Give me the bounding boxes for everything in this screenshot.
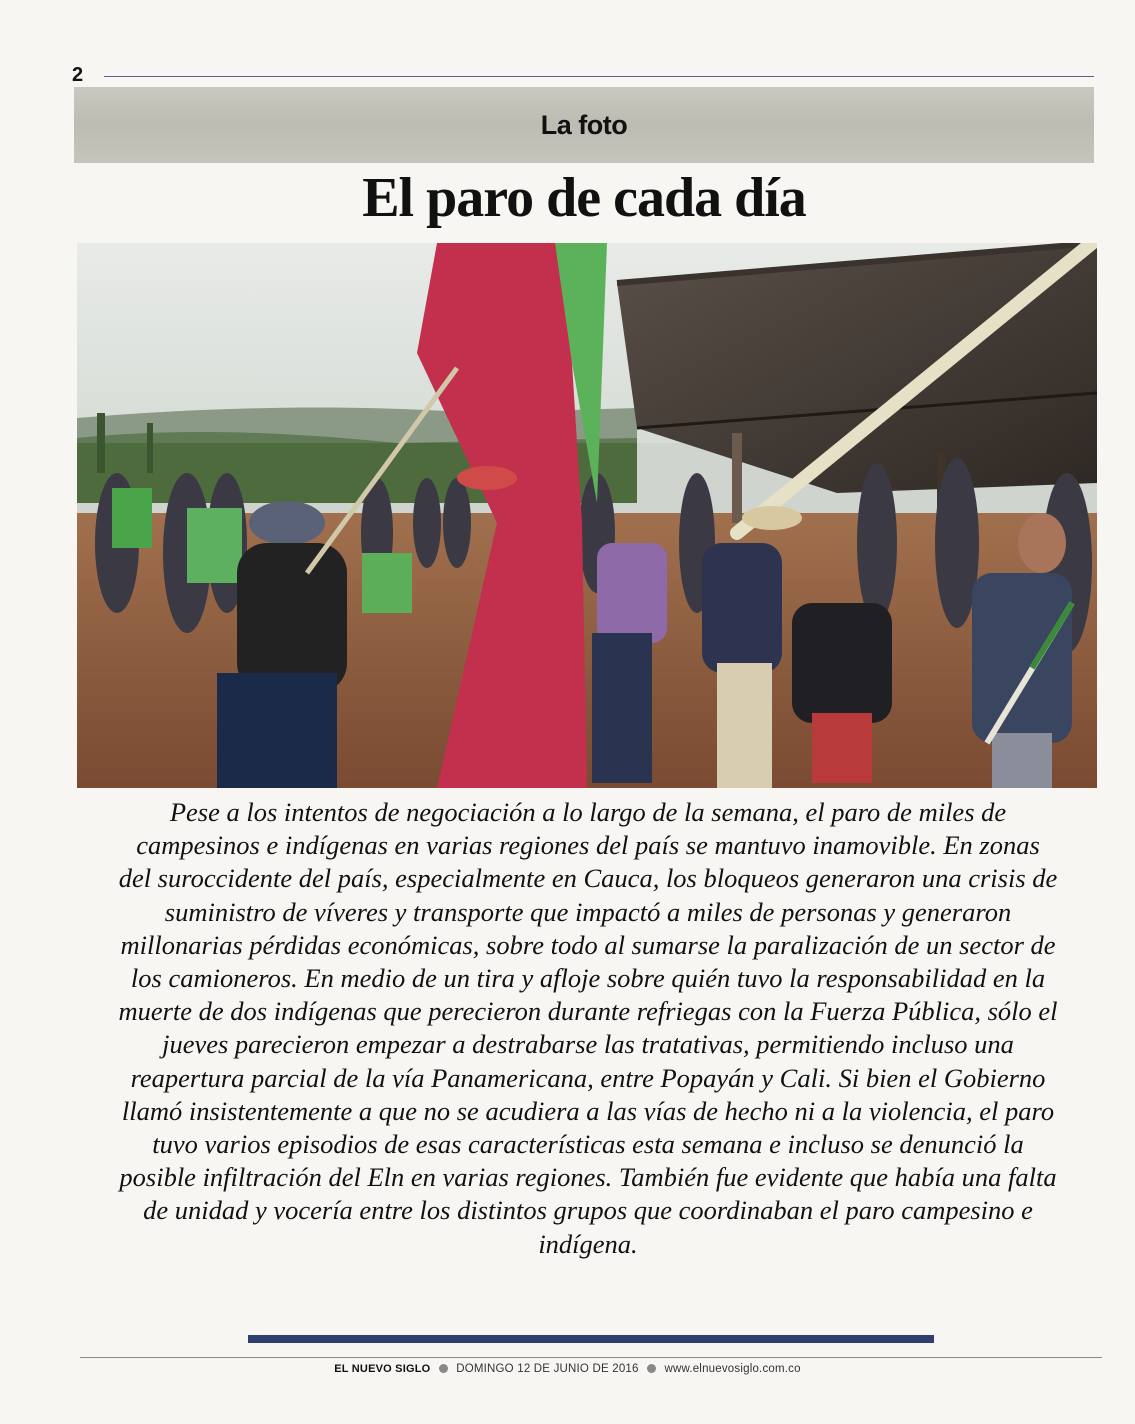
section-label: La foto [540, 109, 628, 140]
page-number: 2 [72, 64, 84, 86]
news-photo [77, 243, 1097, 788]
footer-website: www.elnuevosiglo.com.co [664, 1363, 801, 1375]
page-footer [0, 1363, 1135, 1375]
top-rule [104, 76, 1094, 77]
bullet-icon [439, 1364, 448, 1373]
footer-date: DOMINGO 12 DE JUNIO DE 2016 [456, 1363, 639, 1375]
photo-image [77, 243, 1097, 788]
headline: El paro de cada día [362, 167, 806, 229]
section-banner [74, 87, 1094, 163]
bullet-icon [647, 1364, 656, 1373]
bottom-rule [80, 1357, 1102, 1358]
footer-brand: EL NUEVO SIGLO [334, 1363, 431, 1375]
photo-caption: Pese a los intentos de negociación a lo largo de la semana, el paro de miles de campesinos e indígenas en varias regiones del país se mantuvo inamovible. En zonas del suroccidente del país, especialmente en Cauca, los bloqueos generaron una crisis de suministro de víveres y transporte que impactó a miles de personas y generaron millonarias pérdidas económicas, sobre todo al sumarse la paralización de un sector de los camioneros. En medio de un tira y afloje sobre quién tuvo la responsabilidad en la muerte de dos indígenas que perecieron durante refriegas con la Fuerza Pública, sólo el jueves parecieron empezar a destrabarse las tratativas, permitiendo incluso una reapertura parcial de la vía Panamericana, entre Popayán y Cali. Si bien el Gobierno llamó insistentemente a que no se acudiera a las vías de hecho ni a la violencia, el paro tuvo varios episodios de esas características esta semana e incluso se denunció la posible infiltración del Eln en varias regiones. También fue evidente que había una falta de unidad y vocería entre los distintos grupos que coordinaban el paro campesino e indígena. [118, 797, 1058, 1259]
end-bar [248, 1335, 934, 1343]
